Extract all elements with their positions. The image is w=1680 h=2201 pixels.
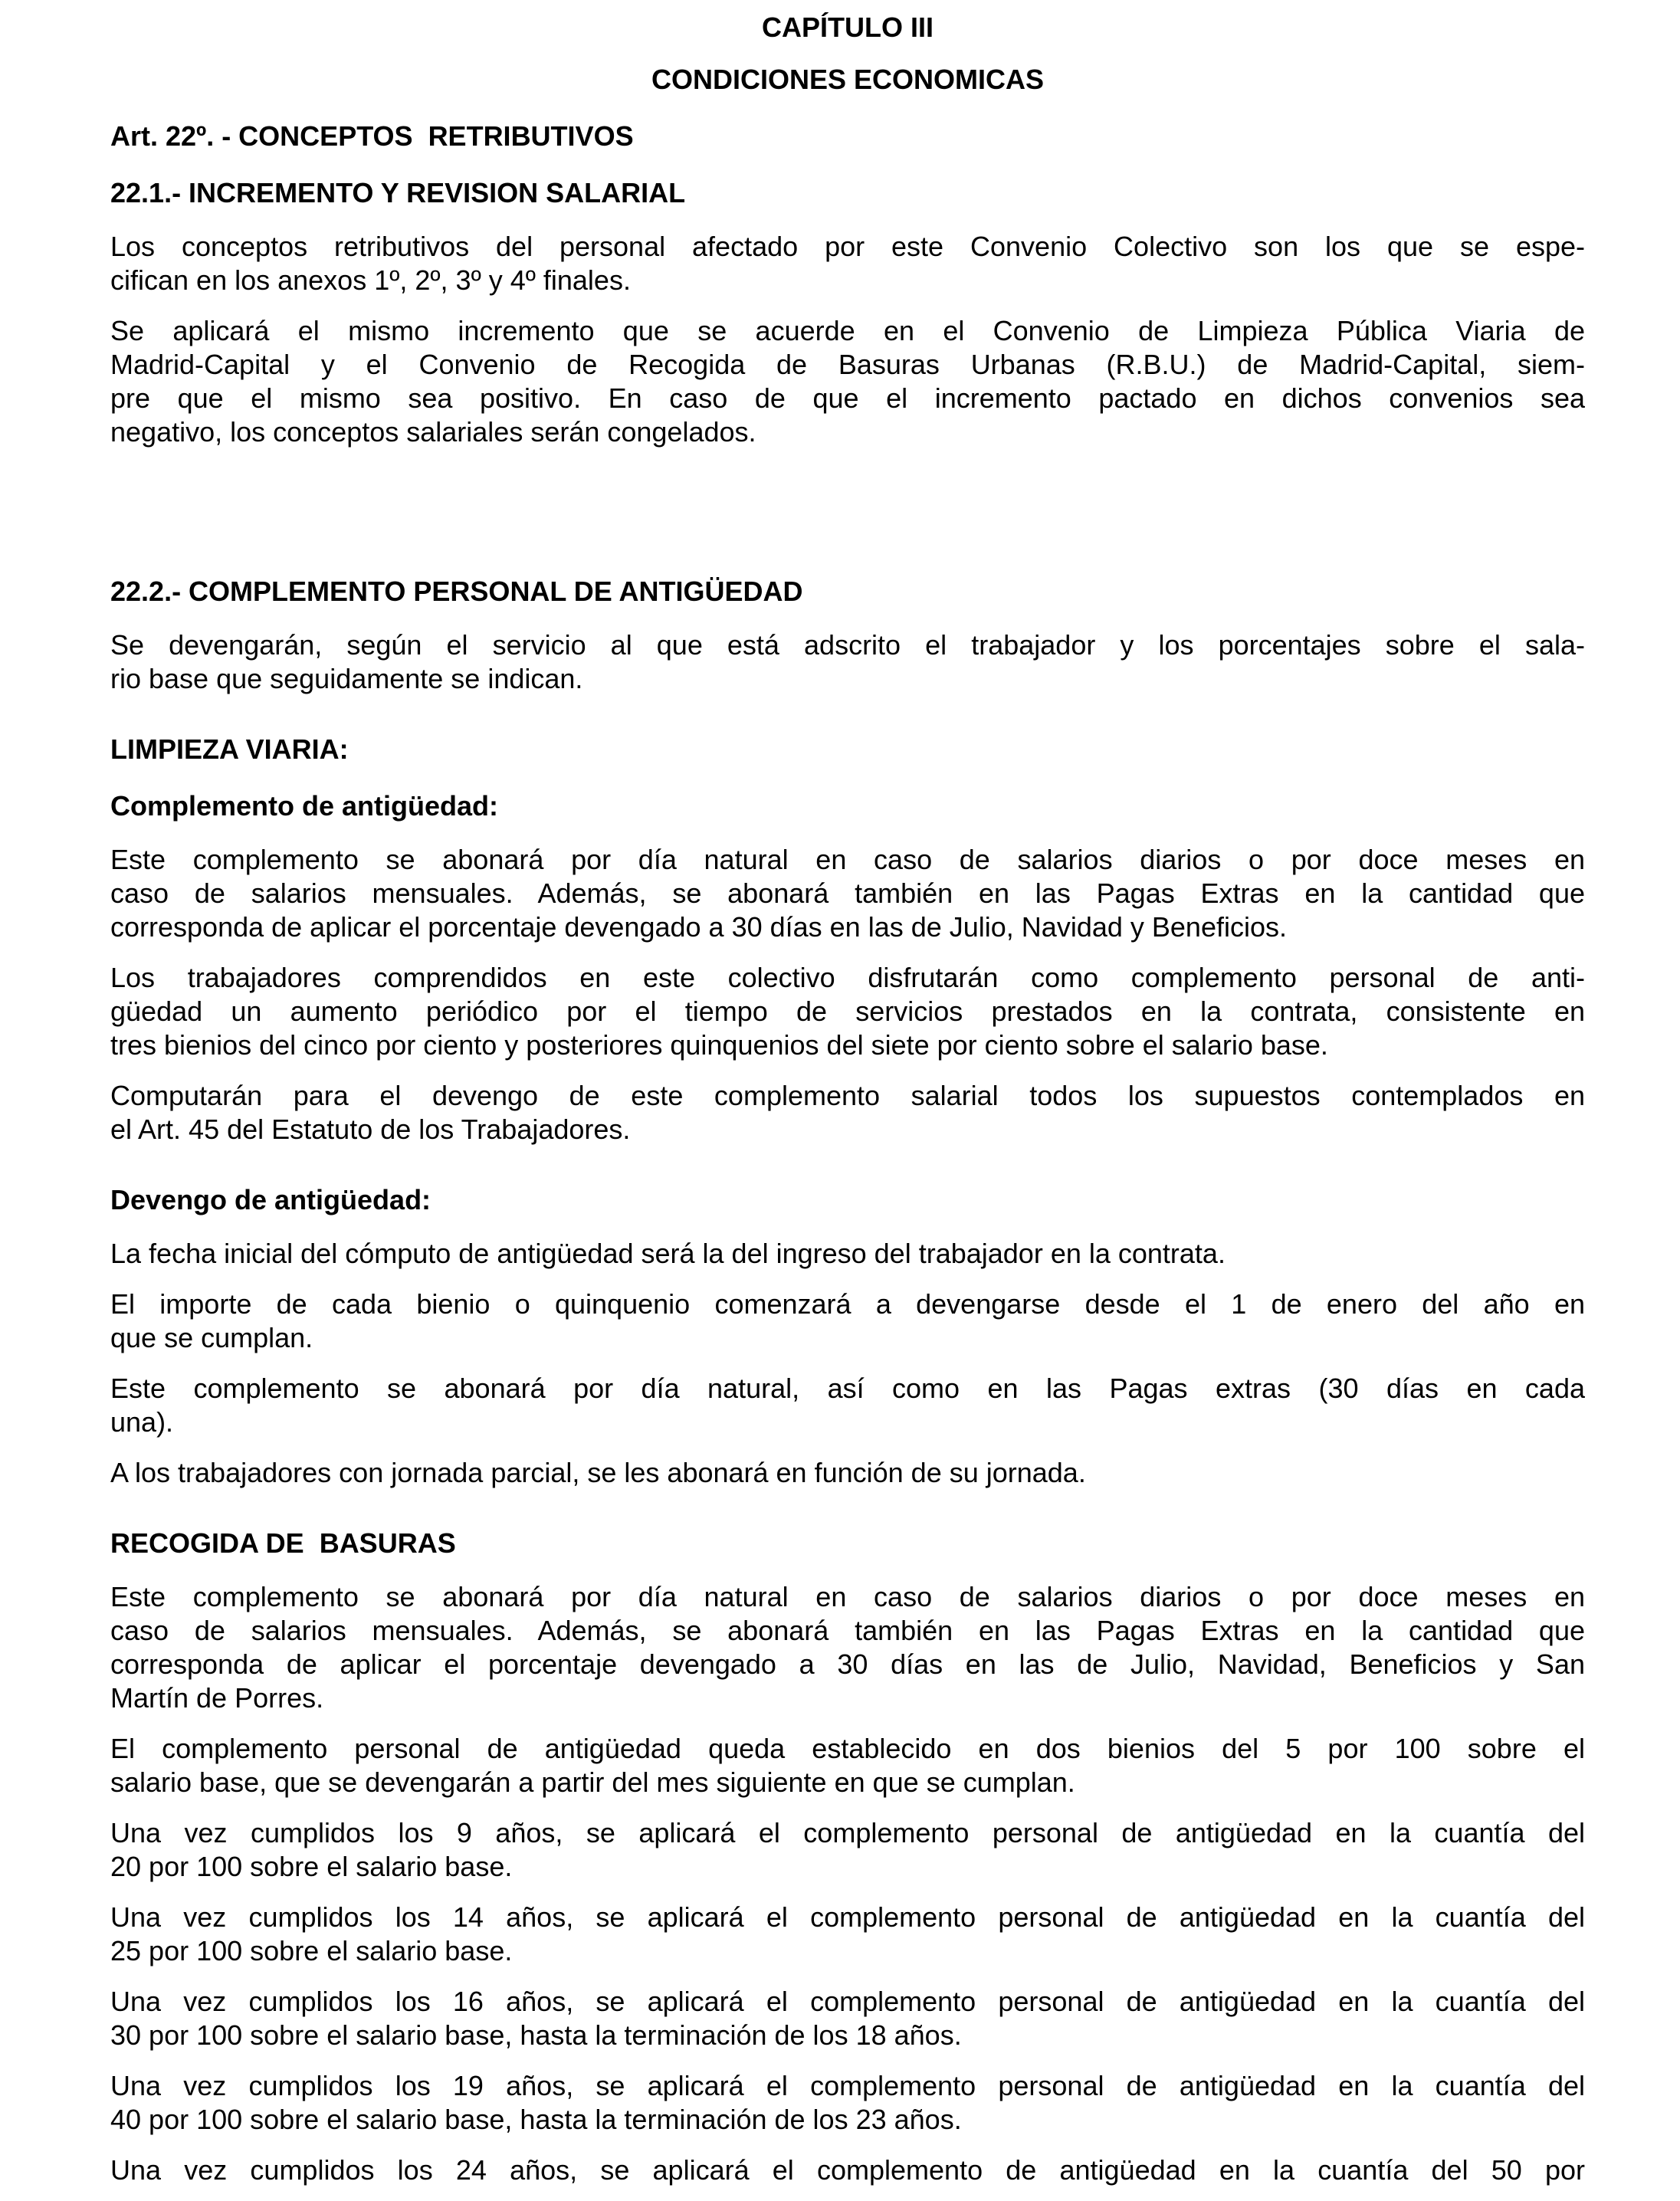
section-22-2-heading: 22.2.- COMPLEMENTO PERSONAL DE ANTIGÜEDAD	[110, 576, 803, 607]
paragraph-line: güedad un aumento periódico por el tiempo de servicios prestados en la contrata, consistente en	[110, 996, 1585, 1027]
paragraph-line: caso de salarios mensuales. Además, se abonará también en las Pagas Extras en la cantidad que	[110, 1615, 1585, 1646]
paragraph-14-anos	[110, 1901, 1585, 1968]
paragraph-line: La fecha inicial del cómputo de antigüedad será la del ingreso del trabajador en la contrata.	[110, 1238, 1226, 1269]
paragraph-line: Madrid-Capital y el Convenio de Recogida de Basuras Urbanas (R.B.U.) de Madrid-Capital, siem-	[110, 349, 1585, 380]
paragraph-dos-bienios	[110, 1732, 1585, 1799]
chapter-number: CAPÍTULO III	[762, 11, 934, 43]
paragraph-9-anos	[110, 1816, 1585, 1884]
paragraph-line: rio base que seguidamente se indican.	[110, 663, 583, 694]
paragraph-line: que se cumplan.	[110, 1322, 313, 1353]
paragraph-19-anos	[110, 2069, 1585, 2137]
paragraph-line: Este complemento se abonará por día natural en caso de salarios diarios o por doce meses en	[110, 1581, 1585, 1612]
paragraph-line: Una vez cumplidos los 14 años, se aplicará el complemento personal de antigüedad en la cuantía del	[110, 1901, 1585, 1933]
paragraph-line: cifican en los anexos 1º, 2º, 3º y 4º finales.	[110, 264, 631, 296]
limpieza-viaria-heading: LIMPIEZA VIARIA:	[110, 733, 349, 765]
paragraph-line: caso de salarios mensuales. Además, se abonará también en las Pagas Extras en la cantidad que	[110, 877, 1585, 909]
paragraph-line: salario base, que se devengarán a partir del mes siguiente en que se cumplan.	[110, 1766, 1075, 1798]
paragraph-line: tres bienios del cinco por ciento y posteriores quinquenios del siete por ciento sobre el salario base.	[110, 1029, 1328, 1061]
paragraph-line: una).	[110, 1406, 174, 1438]
paragraph-importe-bienio	[110, 1287, 1585, 1355]
paragraph-abono-pagas	[110, 1372, 1585, 1439]
paragraph-line: 30 por 100 sobre el salario base, hasta la terminación de los 18 años.	[110, 2019, 962, 2051]
paragraph-line: El importe de cada bienio o quinquenio comenzará a devengarse desde el 1 de enero del año en	[110, 1288, 1585, 1320]
devengo-antiguedad-heading: Devengo de antigüedad:	[110, 1184, 431, 1215]
paragraph-line: corresponda de aplicar el porcentaje devengado a 30 días en las de Julio, Navidad, Beneficios y San	[110, 1648, 1585, 1680]
paragraph-line: Una vez cumplidos los 16 años, se aplicará el complemento personal de antigüedad en la cuantía del	[110, 1986, 1585, 2017]
paragraph-line: Se devengarán, según el servicio al que está adscrito el trabajador y los porcentajes sobre el sala-	[110, 629, 1585, 661]
article-22-heading: Art. 22º. - CONCEPTOS RETRIBUTIVOS	[110, 120, 634, 152]
paragraph-line: Martín de Porres.	[110, 1682, 324, 1714]
chapter-title: CONDICIONES ECONOMICAS	[651, 64, 1045, 95]
paragraph-bienios-quinquenios	[110, 961, 1585, 1062]
paragraph-24-anos	[110, 2153, 1585, 2187]
paragraph-line: corresponda de aplicar el porcentaje devengado a 30 días en las de Julio, Navidad y Beneficios.	[110, 911, 1287, 943]
paragraph-16-anos	[110, 1985, 1585, 2052]
paragraph-line: el Art. 45 del Estatuto de los Trabajadores.	[110, 1114, 631, 1145]
paragraph-devengo-intro	[110, 628, 1585, 696]
paragraph-line: 25 por 100 sobre el salario base.	[110, 1935, 513, 1966]
paragraph-line: negativo, los conceptos salariales serán congelados.	[110, 416, 756, 448]
paragraph-line: pre que el mismo sea positivo. En caso de que el incremento pactado en dichos convenios sea	[110, 382, 1585, 414]
section-gap	[110, 466, 1585, 552]
paragraph-abono-limpieza	[110, 843, 1585, 944]
paragraph-line: Se aplicará el mismo incremento que se acuerde en el Convenio de Limpieza Pública Viaria de	[110, 315, 1585, 346]
section-22-1-heading: 22.1.- INCREMENTO Y REVISION SALARIAL	[110, 177, 686, 208]
paragraph-line: Este complemento se abonará por día natural en caso de salarios diarios o por doce meses en	[110, 844, 1585, 875]
complemento-antiguedad-heading: Complemento de antigüedad:	[110, 790, 499, 822]
recogida-basuras-heading: RECOGIDA DE BASURAS	[110, 1527, 456, 1559]
paragraph-line: Una vez cumplidos los 9 años, se aplicará el complemento personal de antigüedad en la cuantía del	[110, 1817, 1585, 1848]
paragraph-jornada-parcial	[110, 1456, 1585, 1490]
paragraph-line: Una vez cumplidos los 24 años, se aplicará el complemento de antigüedad en la cuantía del 50 por	[110, 2154, 1585, 2186]
paragraph-line: Los trabajadores comprendidos en este colectivo disfrutarán como complemento personal de anti-	[110, 962, 1585, 993]
paragraph-line: 20 por 100 sobre el salario base.	[110, 1851, 513, 1882]
paragraph-conceptos	[110, 230, 1585, 297]
paragraph-line: 40 por 100 sobre el salario base, hasta la terminación de los 23 años.	[110, 2104, 962, 2135]
paragraph-line: A los trabajadores con jornada parcial, se les abonará en función de su jornada.	[110, 1457, 1086, 1488]
paragraph-fecha-inicial	[110, 1237, 1585, 1271]
paragraph-computo-art45	[110, 1079, 1585, 1146]
paragraph-line: El complemento personal de antigüedad queda establecido en dos bienios del 5 por 100 sobre el	[110, 1733, 1585, 1764]
paragraph-incremento	[110, 314, 1585, 449]
paragraph-line: Este complemento se abonará por día natural, así como en las Pagas extras (30 días en cada	[110, 1373, 1585, 1404]
paragraph-line: Computarán para el devengo de este complemento salarial todos los supuestos contemplados en	[110, 1080, 1585, 1111]
paragraph-abono-recogida	[110, 1580, 1585, 1715]
paragraph-line: Una vez cumplidos los 19 años, se aplicará el complemento personal de antigüedad en la cuantía del	[110, 2070, 1585, 2101]
paragraph-line: Los conceptos retributivos del personal afectado por este Convenio Colectivo son los que se espe-	[110, 231, 1585, 262]
